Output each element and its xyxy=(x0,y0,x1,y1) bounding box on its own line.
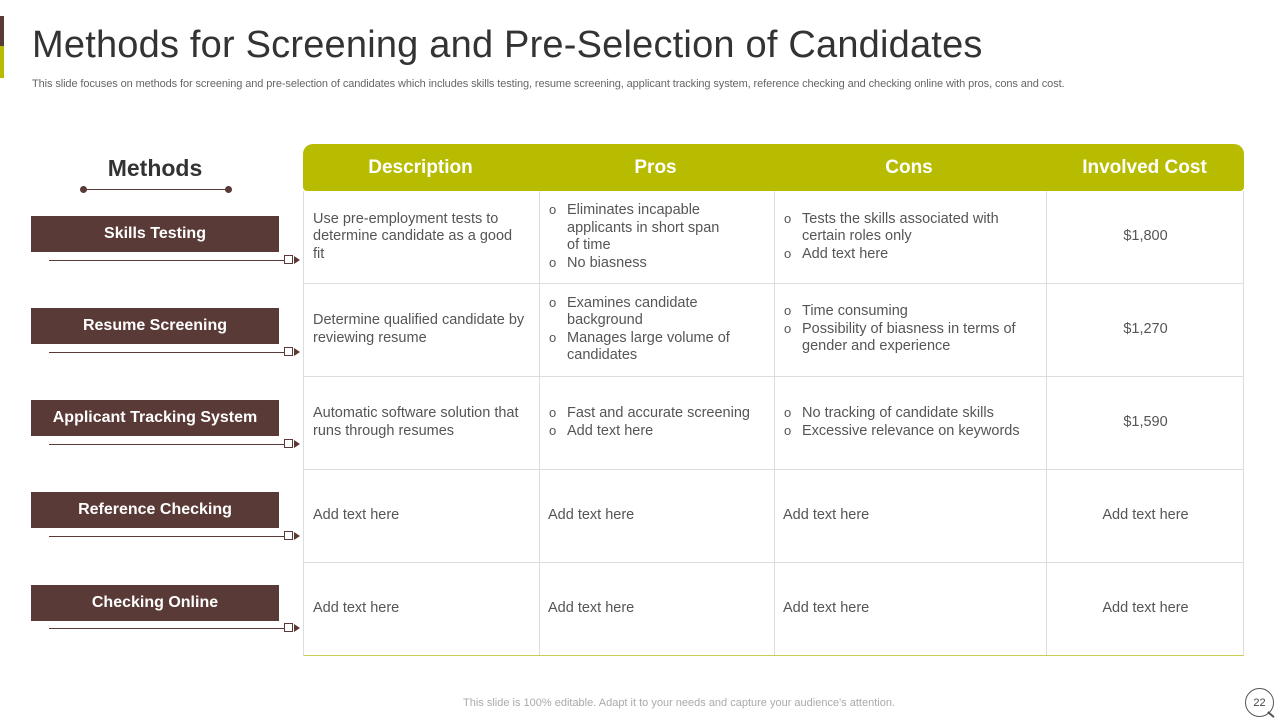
method-applicant-tracking-system: Applicant Tracking System xyxy=(31,400,279,436)
method-skills-testing: Skills Testing xyxy=(31,216,279,252)
table-row-5-description: Add text here xyxy=(313,599,400,616)
table-row-4-cost: Add text here xyxy=(1102,506,1189,523)
method-connector-arrow-icon xyxy=(294,440,300,448)
methods-underline xyxy=(83,189,228,190)
methods-underline-dot-left xyxy=(80,186,87,193)
table-row-1-cost: $1,800 xyxy=(1123,228,1168,245)
comparison-table xyxy=(303,191,1244,656)
slide-subtitle: This slide focuses on methods for screening and pre-selection of candidates which includes skills testing, resume screening, applicant tracking system, reference checking and checking online with pros, cons and cost. xyxy=(32,78,1065,90)
method-checking-online: Checking Online xyxy=(31,585,279,621)
method-connector-arrow-icon xyxy=(294,348,300,356)
table-row-4-cons: Add text here xyxy=(783,506,870,523)
slide-title: Methods for Screening and Pre-Selection of Candidates xyxy=(32,24,983,66)
method-connector-line xyxy=(49,628,285,629)
column-header-involved-cost: Involved Cost xyxy=(1082,156,1207,178)
table-row-5-pros: Add text here xyxy=(548,599,635,616)
pros-item: o Add text here xyxy=(549,423,771,441)
table-row-1-cons xyxy=(784,191,1034,283)
column-header-cons: Cons xyxy=(885,156,933,178)
table-row-2-cost: $1,270 xyxy=(1123,320,1168,337)
table-row-1-pros xyxy=(549,191,734,283)
method-connector-marker xyxy=(284,531,293,540)
pros-item: o Manages large volume of candidates xyxy=(549,330,734,365)
method-connector-marker xyxy=(284,255,293,264)
table-row-2-description: Determine qualified candidate by reviewing resume xyxy=(313,312,525,346)
table-row-3-pros xyxy=(549,376,771,469)
method-connector-arrow-icon xyxy=(294,624,300,632)
cons-item: o Add text here xyxy=(784,246,1034,264)
methods-underline-dot-right xyxy=(225,186,232,193)
pros-item: o Fast and accurate screening xyxy=(549,405,771,423)
column-header-description: Description xyxy=(368,156,473,178)
table-row-5-cons: Add text here xyxy=(783,599,870,616)
table-row-4-description: Add text here xyxy=(313,506,400,523)
table-row-2-pros xyxy=(549,283,734,376)
footer-note: This slide is 100% editable. Adapt it to your needs and capture your audience's attention. xyxy=(463,697,895,709)
table-header xyxy=(303,144,1244,191)
method-connector-line xyxy=(49,260,285,261)
method-connector-marker xyxy=(284,623,293,632)
method-connector-line xyxy=(49,536,285,537)
table-row-4-pros: Add text here xyxy=(548,506,635,523)
column-divider xyxy=(774,191,775,655)
accent-bar-olive xyxy=(0,46,4,78)
magnifier-handle-icon xyxy=(1268,711,1275,717)
accent-bar-brown xyxy=(0,16,4,46)
cons-item: o No tracking of candidate skills xyxy=(784,405,1042,423)
table-row-2-cons xyxy=(784,283,1034,376)
column-divider xyxy=(539,191,540,655)
cons-item: o Possibility of biasness in terms of gender and experience xyxy=(784,321,1034,356)
method-reference-checking: Reference Checking xyxy=(31,492,279,528)
method-connector-arrow-icon xyxy=(294,532,300,540)
pros-item: o Examines candidate background xyxy=(549,295,734,330)
method-connector-line xyxy=(49,352,285,353)
methods-heading: Methods xyxy=(107,155,203,181)
cons-item: o Time consuming xyxy=(784,303,1034,321)
table-row-3-description: Automatic software solution that runs through resumes xyxy=(313,405,519,439)
pros-item: o No biasness xyxy=(549,255,734,273)
method-connector-marker xyxy=(284,439,293,448)
table-row-5-cost: Add text here xyxy=(1102,599,1189,616)
column-header-pros: Pros xyxy=(634,156,677,178)
cons-item: o Excessive relevance on keywords xyxy=(784,423,1042,441)
method-resume-screening: Resume Screening xyxy=(31,308,279,344)
table-row-3-cons xyxy=(784,376,1042,469)
method-connector-arrow-icon xyxy=(294,256,300,264)
pros-item: o Eliminates incapable applicants in short span of time xyxy=(549,202,734,255)
cons-item: o Tests the skills associated with certain roles only xyxy=(784,211,1034,246)
method-connector-line xyxy=(49,444,285,445)
method-connector-marker xyxy=(284,347,293,356)
table-row-1-description: Use pre-employment tests to determine candidate as a good fit xyxy=(313,210,513,262)
table-row-3-cost: $1,590 xyxy=(1123,413,1168,430)
page-number-badge: 22 xyxy=(1245,688,1274,717)
